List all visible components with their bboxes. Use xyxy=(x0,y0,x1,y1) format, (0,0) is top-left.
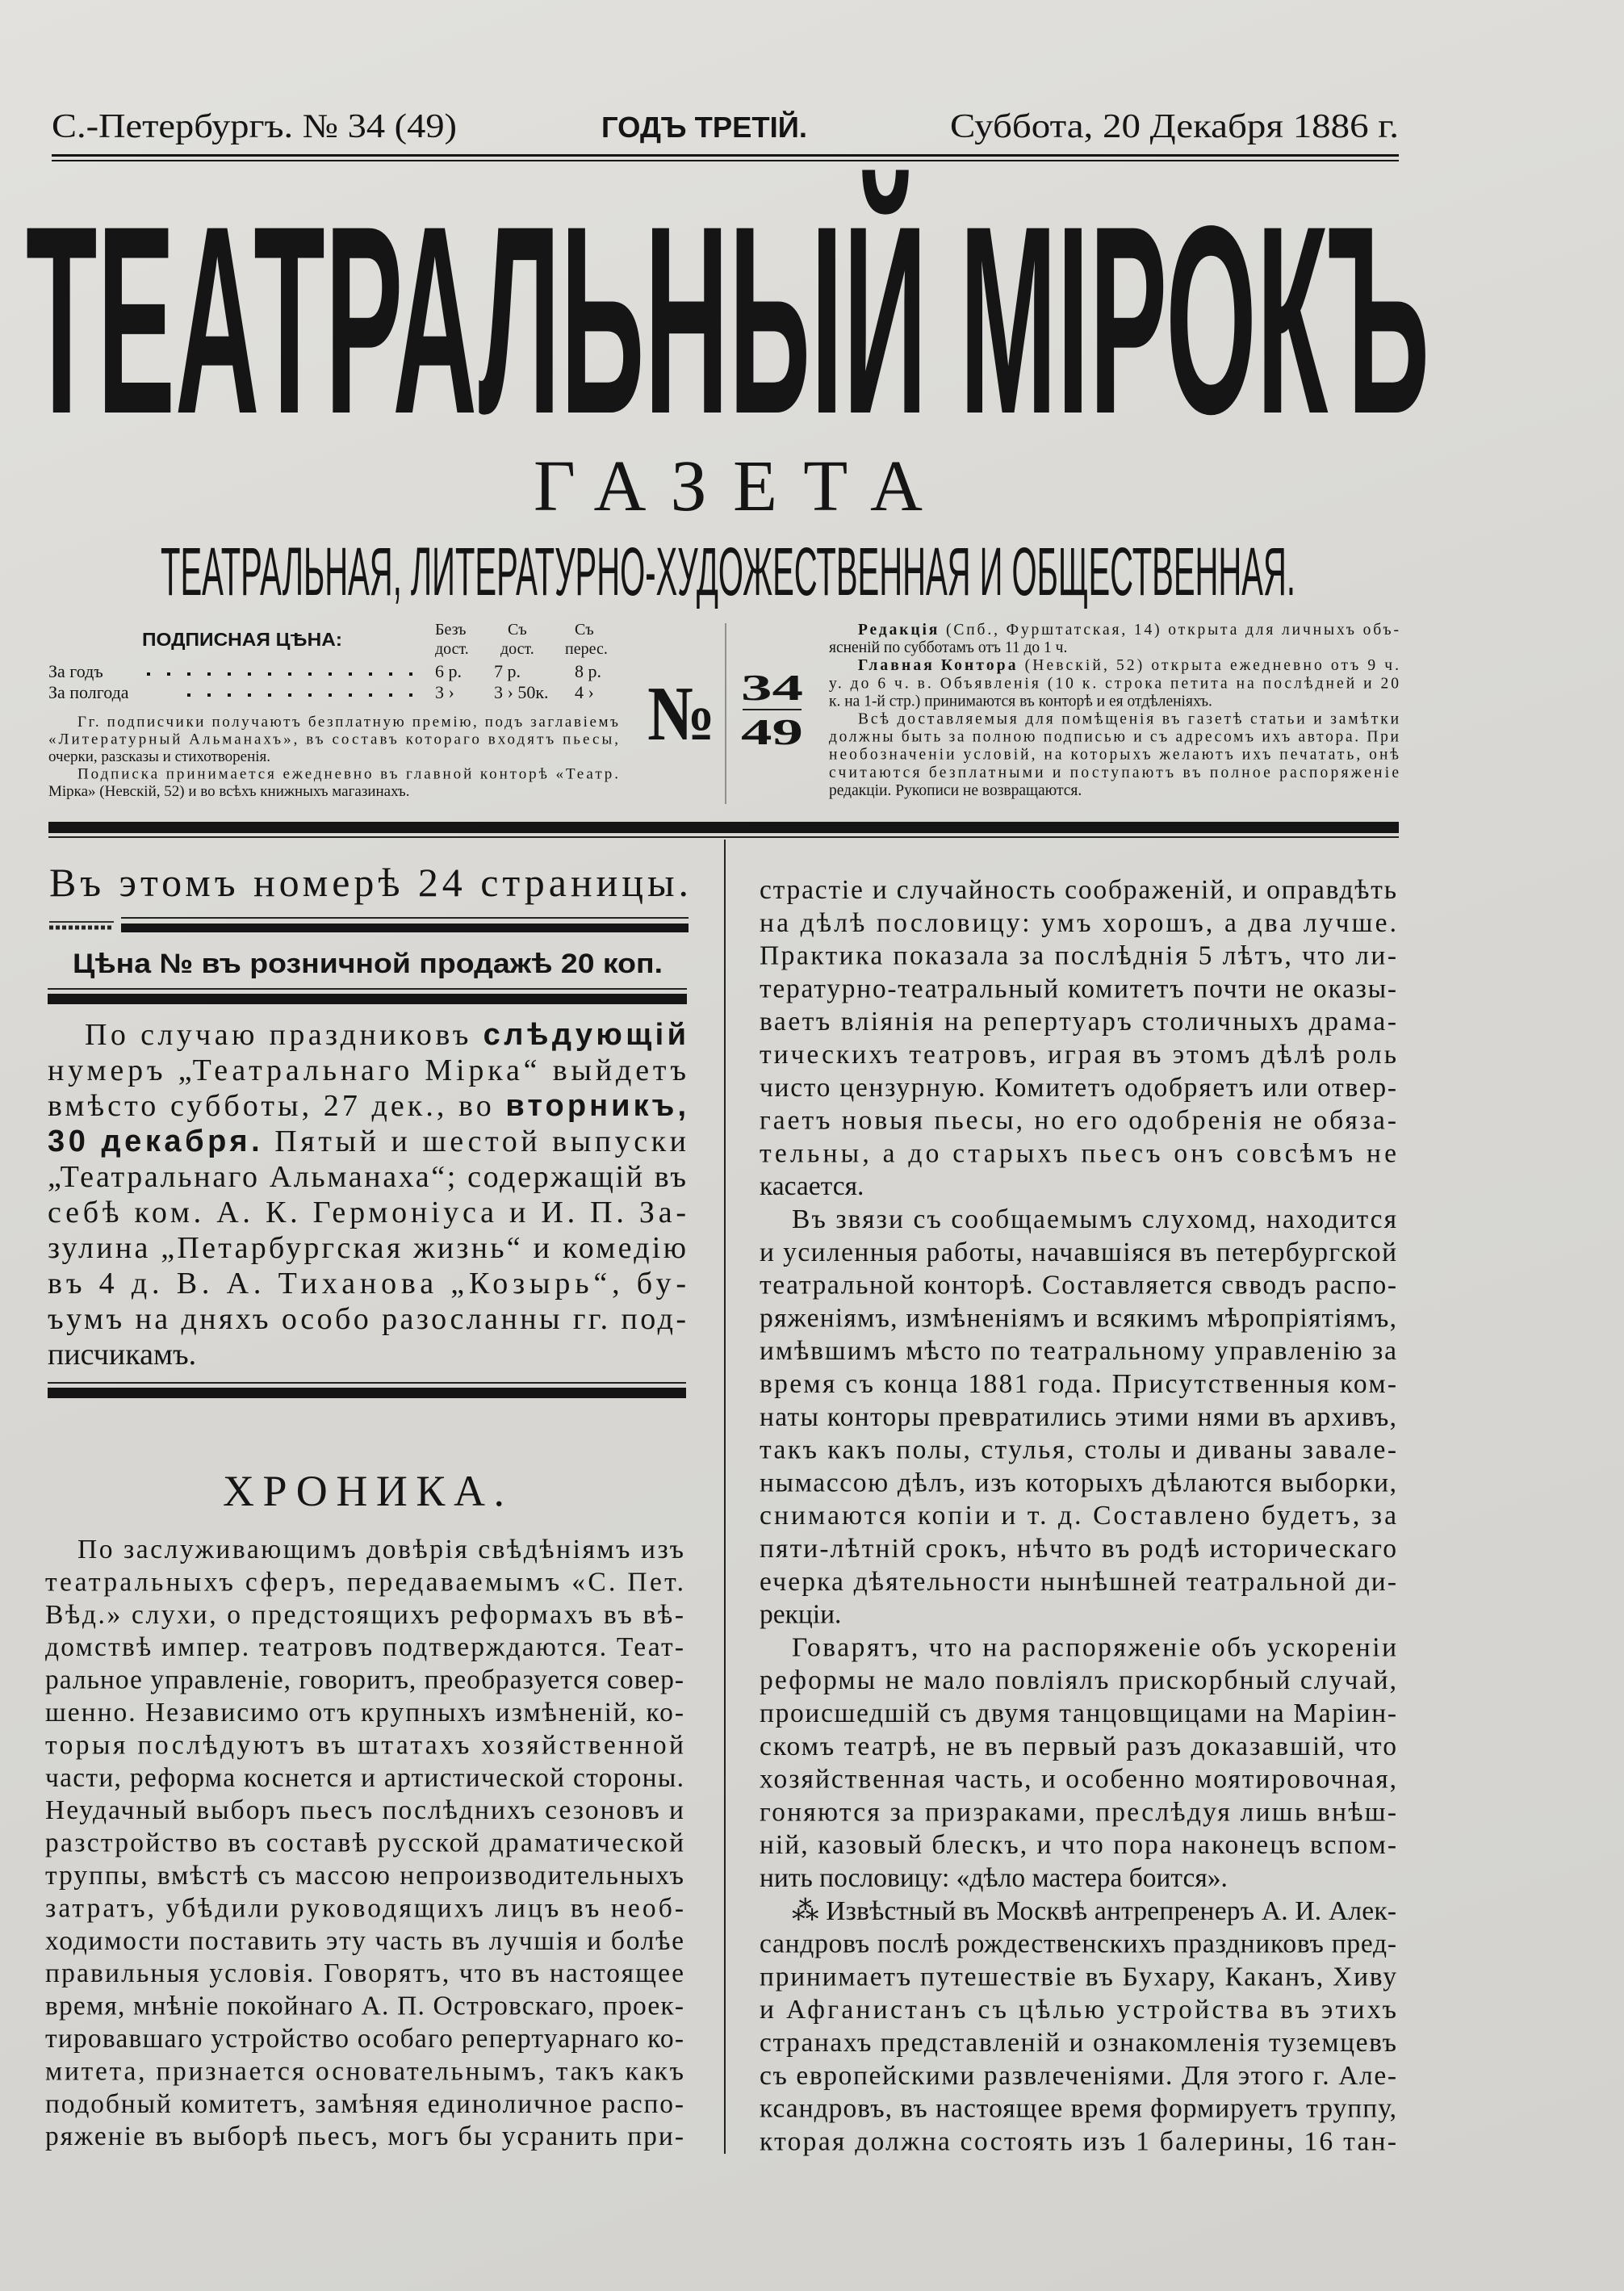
subscription-heading: ПОДПИСНАЯ ЦѢНА: xyxy=(142,629,342,650)
text-line: редакціи. Рукописи не возвращаются. xyxy=(829,781,1082,799)
text-line: происшедшій съ двумя танцовщицами на Маріин- xyxy=(760,1698,1396,1728)
text-line: Гг. подписчики получаютъ безплатную премію, подъ заглавіемъ xyxy=(77,714,618,731)
text-line: гоняются за призраками, преслѣдуя лишь внѣш- xyxy=(760,1797,1396,1828)
text-line: съ европейскими развлеченіями. Для этого г. Але- xyxy=(760,2060,1396,2091)
text-line: затратъ, убѣдили руководящихъ лицъ въ необ- xyxy=(45,1893,684,1924)
text-line: театральной конторѣ. Составляется свводъ распо- xyxy=(760,1270,1396,1300)
chronicle-article xyxy=(45,1535,684,2151)
bold-text-segment: Редакція xyxy=(858,622,938,639)
main-thick-rule xyxy=(48,822,1399,833)
text-line: реформы не мало повліялъ прискорбный случай, xyxy=(760,1665,1396,1696)
city-issue-number: С.-Петербургъ. № 34 (49) xyxy=(52,108,457,145)
text-line xyxy=(858,622,1399,639)
text-line: и усиленныя работы, начавшіяся въ петербургской xyxy=(760,1237,1396,1267)
text-line: имѣвшимъ мѣсто по театральному управленію за xyxy=(760,1336,1396,1367)
text-line: тическихъ театровъ, играя въ этомъ дѣлѣ роль xyxy=(760,1040,1396,1070)
text-line xyxy=(48,1089,686,1123)
text-line: необозначеніи условій, на которыхъ желаютъ ихъ печатать, онѣ xyxy=(829,746,1399,764)
text-line: хозяйственная часть, и особенно моятировочная, xyxy=(760,1764,1396,1795)
bold-text-segment: слѣдующій xyxy=(483,1018,686,1052)
text-line: страстіе и случайность соображеній, и оправдѣть xyxy=(760,875,1396,905)
text-line: части, реформа коснется и артистической стороны. xyxy=(45,1762,684,1793)
newspaper-title: ТЕАТРАЛЬНЫЙ МІРОКЪ xyxy=(26,170,1429,470)
text-line: Въ звязи съ сообщаемымъ слухомд, находится xyxy=(792,1204,1396,1234)
masthead-header xyxy=(52,108,1399,161)
text-segment: вмѣсто субботы, 27 дек., во xyxy=(48,1089,503,1123)
text-segment: (Невскій, 52) открыта ежедневно отъ 9 ч. xyxy=(1018,657,1400,675)
issue-number: 34 xyxy=(741,667,803,708)
price-shipping: 8 р. xyxy=(575,661,601,681)
text-line: ральное управленіе, говоритъ, преобразуется совер- xyxy=(45,1665,684,1695)
text-line: тельны, а до старыхъ пьесъ онъ совсѣмъ не xyxy=(760,1138,1396,1169)
text-line: митета, признается основательнымъ, такъ какъ xyxy=(45,2056,684,2087)
col-header-2-top: Съ xyxy=(508,621,527,639)
text-line: писчикамъ. xyxy=(48,1338,197,1372)
col-header-2-bottom: дост. xyxy=(500,640,534,658)
text-line: очерки, разсказы и стихотворенія. xyxy=(48,748,271,765)
bold-text-segment: вторникъ, xyxy=(505,1089,687,1123)
col-header-1-top: Безъ xyxy=(435,621,467,639)
bold-text-segment: 30 декабря. xyxy=(48,1125,260,1158)
text-line: нумеръ „Театральнаго Мірка“ выйдетъ xyxy=(48,1053,686,1087)
text-line: нымассою дѣлъ, изъ которыхъ дѣлаются выборки, xyxy=(760,1468,1396,1498)
price-row-label: За годъ xyxy=(48,661,103,681)
price-no-delivery: 6 р. xyxy=(435,661,462,681)
text-line: зулина „Петарбургская жизнь“ и комедію xyxy=(48,1231,687,1265)
text-segment: (Спб., Фурштатская, 14) открыта для личныхъ объ- xyxy=(940,622,1399,639)
right-column-article xyxy=(760,875,1396,2156)
text-line: себѣ ком. А. К. Гермоніуса и И. П. За- xyxy=(48,1196,686,1229)
text-line xyxy=(48,1125,686,1158)
text-line: у. до 6 ч. в. Объявленія (10 к. строка петита на послѣдней и 20 xyxy=(829,675,1399,693)
text-line: странахъ представленій и ознакомленія туземцевъ xyxy=(760,2028,1396,2058)
text-line: ⁂ Извѣстный въ Москвѣ антрепренеръ А. И. Алек- xyxy=(792,1895,1396,1926)
text-line: правильныя условія. Говорятъ, что въ настоящее xyxy=(45,1958,684,1989)
text-line: и Афганистанъ съ цѣлью устройства въ этихъ xyxy=(760,1995,1396,2025)
text-line: Мірка» (Невскій, 52) и во всѣхъ книжныхъ магазинахъ. xyxy=(48,783,410,800)
subscription-block xyxy=(48,621,618,800)
issue-date: Суббота, 20 Декабря 1886 г. xyxy=(950,108,1399,145)
price-delivery: 7 р. xyxy=(494,661,521,681)
header-rule-top xyxy=(52,154,1399,157)
text-line: наты конторы превратились этими нями въ архивъ, xyxy=(760,1401,1396,1432)
text-line: торыя послѣдуютъ въ штатахъ хозяйственной xyxy=(45,1730,684,1761)
pages-notice: Въ этомъ номерѣ 24 страницы. xyxy=(49,860,689,905)
price-notice: Цѣна № въ розничной продажѣ 20 коп. xyxy=(73,949,663,979)
text-line: ясненій по субботамъ отъ 11 до 1 ч. xyxy=(829,639,1068,657)
text-line: снимаются копіи и т. д. Составлено будетъ, за xyxy=(760,1501,1396,1531)
text-line: въ 4 д. В. А. Тиханова „Козырь“, бу- xyxy=(48,1267,687,1300)
price-row-year xyxy=(48,661,601,681)
text-line: театральныхъ сферъ, передаваемымъ «С. Пет. xyxy=(45,1567,684,1598)
newspaper-subtitle: ТЕАТРАЛЬНАЯ, ЛИТЕРАТУРНО-ХУДОЖЕСТВЕННАЯ И ОБЩЕСТВЕННАЯ. xyxy=(161,534,1295,609)
text-line: должны быть за полною подписью и съ адресомъ ихъ автора. При xyxy=(829,728,1399,746)
price-shipping: 4 › xyxy=(575,682,594,702)
year-label: ГОДЪ ТРЕТІЙ. xyxy=(601,111,806,144)
text-line: Неудачный выборъ пьесъ послѣднихъ сезоновъ и xyxy=(45,1795,684,1826)
text-line: тературно-театральный комитетъ почти не оказы- xyxy=(760,974,1396,1004)
text-line: ваетъ вліянія на репертуаръ столичныхъ драма- xyxy=(760,1007,1396,1037)
price-no-delivery: 3 › xyxy=(435,682,454,702)
text-line: ряженіе въ выборѣ пьесъ, могъ бы усранить при- xyxy=(45,2121,684,2152)
text-line: ечерка дѣятельности нынѣшней театральной ди- xyxy=(760,1566,1396,1597)
col-header-1-bottom: дост. xyxy=(435,640,469,658)
text-line: касается. xyxy=(760,1171,864,1202)
text-line: чисто цензурную. Комитетъ одобряетъ или отвер- xyxy=(760,1072,1396,1103)
text-line: к. на 1-й стр.) принимаются въ конторѣ и ея отдѣленіяхъ. xyxy=(829,693,1212,710)
text-line: нить пословицу: «дѣло мастера боится». xyxy=(760,1863,1228,1893)
text-line: ряженіямъ, измѣненіямъ и всякимъ мѣропріятіямъ, xyxy=(760,1303,1396,1334)
text-line: пяти-лѣтній срокъ, нѣчто въ родѣ историческаго xyxy=(760,1534,1396,1564)
text-line: на дѣлѣ пословицу: умъ хорошъ, а два лучше. xyxy=(760,907,1396,938)
text-line xyxy=(858,657,1399,674)
rule-thick xyxy=(48,1388,686,1398)
text-segment: По случаю праздниковъ xyxy=(85,1018,480,1052)
bold-text-segment: Главная Контора xyxy=(858,657,1016,675)
number-sign-icon: № xyxy=(647,670,715,756)
text-line: считаются безплатными и поступаютъ въ полное распоряженіе xyxy=(829,764,1399,781)
text-line: скомъ театрѣ, не въ первый разъ доказавшій, что xyxy=(760,1731,1396,1761)
text-line: гаетъ новыя пьесы, но его одобренія не обяза- xyxy=(760,1105,1396,1136)
text-line: Вѣд.» слухи, о предстоящихъ реформахъ въ вѣ- xyxy=(45,1599,684,1630)
text-line: рекціи. xyxy=(760,1599,842,1630)
text-line: труппы, вмѣстѣ съ массою непроизводительныхъ xyxy=(45,1861,684,1891)
text-line: По заслуживающимъ довѣрія свѣдѣніямъ изъ xyxy=(77,1535,684,1564)
text-line: ъумъ на дняхъ особо разосланны гг. под- xyxy=(48,1302,686,1336)
text-line: время, мнѣніе покойнаго А. П. Островскаго, проек- xyxy=(45,1991,684,2021)
rule-thick xyxy=(121,924,689,932)
text-line: разстройство въ составѣ русской драматической xyxy=(45,1828,684,1858)
newspaper-subtitle-word: ГАЗЕТА xyxy=(534,446,923,526)
price-delivery: 3 › 50к. xyxy=(494,682,549,702)
col-header-3-top: Съ xyxy=(575,621,594,639)
text-line: „Театральнаго Альманаха“; содержащій въ xyxy=(48,1160,686,1194)
holiday-notice xyxy=(48,1018,686,1372)
text-line: Говарятъ, что на распоряженіе объ ускореніи xyxy=(792,1632,1396,1663)
text-line: ходимости поставить эту часть въ лучшія и болѣе xyxy=(45,1925,684,1956)
rule-thick xyxy=(48,994,687,1004)
subscription-notes xyxy=(48,714,618,800)
text-line: «Литературный Альманахъ», въ составъ котораго входятъ пьесы, xyxy=(48,731,618,748)
header-rule-bottom xyxy=(52,160,1399,161)
issue-total: 49 xyxy=(741,711,803,752)
chronicle-heading: ХРОНИКА. xyxy=(223,1467,504,1515)
text-line: принимаетъ путешествіе въ Бухару, Каканъ, Хиву xyxy=(760,1962,1396,1992)
text-line: такъ какъ полы, стулья, столы и диваны завале- xyxy=(760,1434,1396,1465)
text-line: тировавшаго устройство особаго репертуарнаго ко- xyxy=(45,2024,684,2054)
col-header-3-bottom: перес. xyxy=(565,640,608,658)
text-line: ксандровъ, въ настоящее время формируетъ труппу, xyxy=(760,2093,1396,2124)
editorial-info-block xyxy=(829,622,1399,799)
text-line: кторая должна состоять изъ 1 балерины, 16 тан- xyxy=(760,2126,1396,2157)
price-row-half-year xyxy=(48,682,594,702)
text-line: Практика показала за послѣднія 5 лѣтъ, что ли- xyxy=(760,940,1396,971)
rule-ornament xyxy=(49,922,114,928)
text-line xyxy=(85,1018,686,1052)
text-segment: Пятый и шестой выпуски xyxy=(263,1125,686,1158)
text-line: домствѣ импер. театровъ подтверждаются. Теат- xyxy=(45,1632,684,1663)
text-line: Всѣ доставляемыя для помѣщенія въ газетѣ статьи и замѣтки xyxy=(858,710,1399,728)
price-row-label: За полгода xyxy=(48,682,129,702)
text-line: шенно. Независимо отъ крупныхъ измѣненій, ко- xyxy=(45,1698,684,1728)
text-line: сандровъ послѣ рождественскихъ праздниковъ пред- xyxy=(760,1929,1396,1959)
text-line: ній, казовый блескъ, и что пора наконецъ вспом- xyxy=(760,1830,1396,1861)
text-line: время съ конца 1881 года. Присутственныя ком- xyxy=(760,1369,1396,1399)
text-line: подобный комитетъ, замѣняя единоличное распо- xyxy=(45,2088,684,2119)
text-line: Подписка принимается ежедневно въ главной конторѣ «Театр. xyxy=(77,765,619,783)
